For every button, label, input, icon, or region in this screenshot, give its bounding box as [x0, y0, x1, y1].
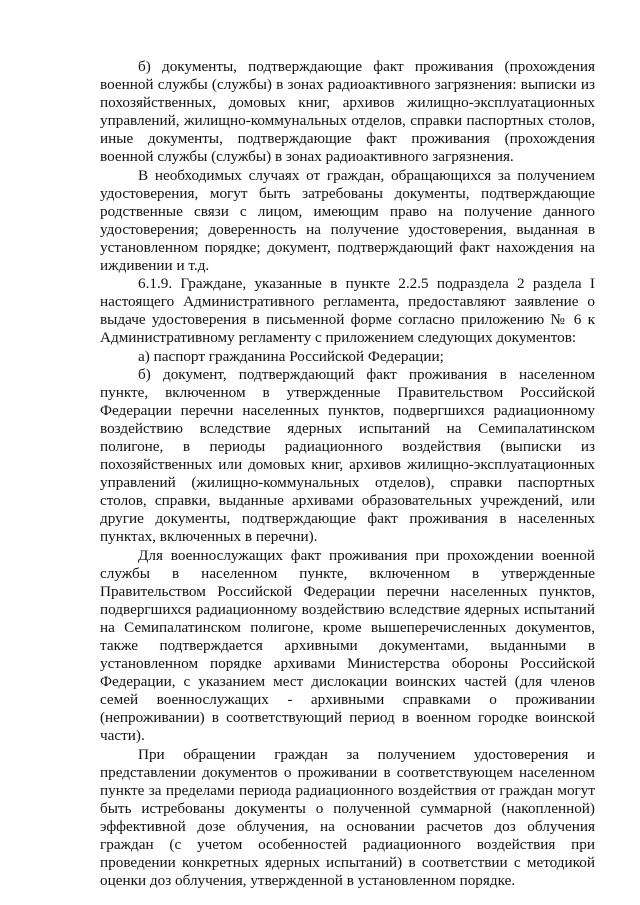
paragraph-item-a-passport: а) паспорт гражданина Российской Федерации; — [138, 347, 444, 365]
paragraph-dose-documents: При обращении граждан за получением удостоверения и представлении документов о проживании в соответствующем населенном пункте за пределами периода радиационного воздействия от граждан могут быть истребованы документы о полученной суммарной (накопленной) эффективной дозе облучения, на основании расчетов доз облучения граждан (с учетом особенностей радиационного воздействия при проведении конкретных ядерных испытаний) в соответствии с методикой оценки доз облучения, утвержденной в установленном порядке. — [100, 745, 595, 890]
paragraph-military-residence: Для военнослужащих факт проживания при прохождении военной службы в населенном пункте, включенном в утвержденные Правительством Российской Федерации перечни населенных пунктов, подвергшихся радиационному воздействию вследствие ядерных испытаний на Семипалатинском полигоне, кроме вышеперечисленных документов, также подтверждается архивными документами, выданными в установленном порядке архивами Министерства обороны Российской Федерации, с указанием мест дислокации воинских частей (для членов семей военнослужащих - архивными справками о проживании (непроживании) в соответствующий период в военном городке воинской части). — [100, 546, 595, 745]
paragraph-documents-residence: б) документы, подтверждающие факт проживания (прохождения военной службы (службы) в зонах радиоактивного загрязнения: выписки из похозяйственных, домовых книг, архивов жилищно-эксплуатационных управлений, жилищно-коммунальных отделов, справки паспортных столов, иные документы, подтверждающие факт проживания (прохождения военной службы (службы) в зонах радиоактивного загрязнения. — [100, 58, 595, 166]
paragraph-6-1-9: 6.1.9. Граждане, указанные в пункте 2.2.5 подраздела 2 раздела I настоящего Административного регламента, предоставляют заявление о выдаче удостоверения в письменной форме согласно приложению № 6 к Административному регламенту с приложением следующих документов: — [100, 275, 595, 347]
document-body — [100, 58, 595, 890]
paragraph-item-b-residence-proof: б) документ, подтверждающий факт проживания в населенном пункте, включенном в утвержденные Правительством Российской Федерации перечни населенных пунктов, подвергшихся радиационному воздействию вследствие ядерных испытаний на Семипалатинском полигоне, в периоды радиационного воздействия (выписки из похозяйственных или домовых книг, архивов жилищно-эксплуатационных управлений (жилищно-коммунальных отделов), справки паспортных столов, справки, выданные архивами образовательных учреждений, или другие документы, подтверждающие факт проживания в населенных пунктах, включенных в перечни). — [100, 365, 595, 546]
paragraph-additional-documents: В необходимых случаях от граждан, обращающихся за получением удостоверения, могут быть затребованы документы, подтверждающие родственные связи с лицом, имеющим право на получение данного удостоверения; доверенность на получение удостоверения, выданная в установленном порядке; документ, подтверждающий факт нахождения на иждивении и т.д. — [100, 166, 595, 275]
